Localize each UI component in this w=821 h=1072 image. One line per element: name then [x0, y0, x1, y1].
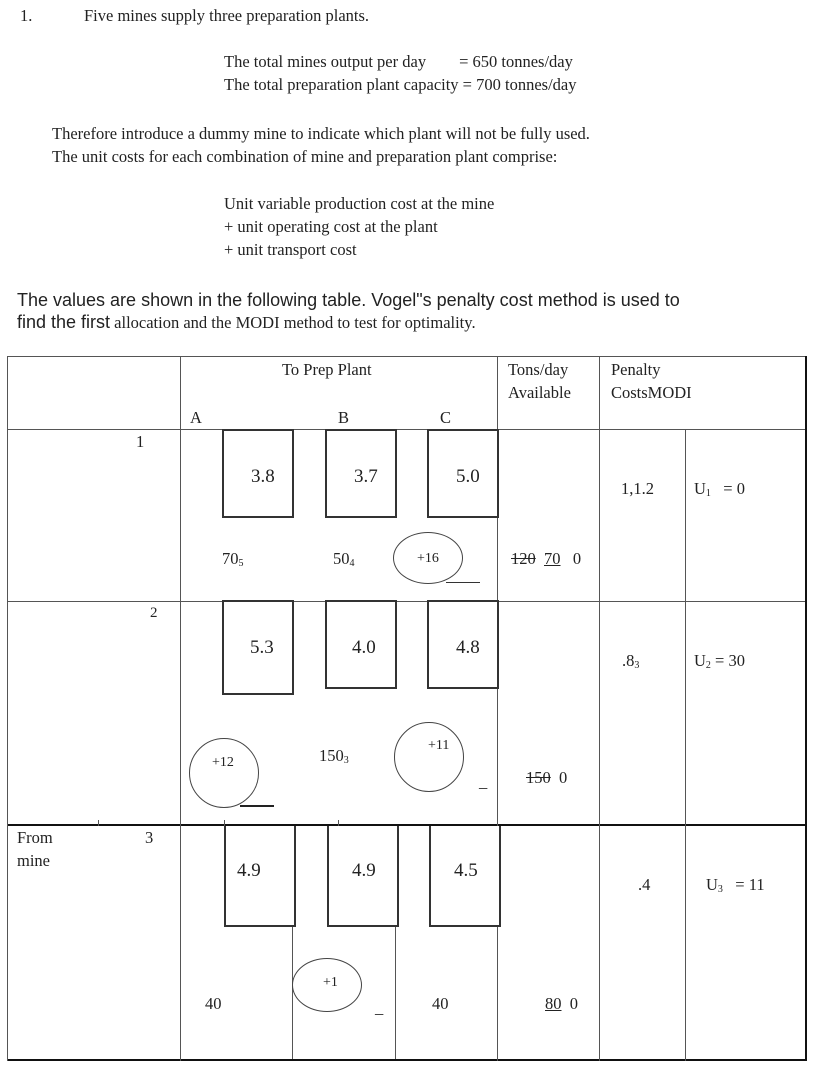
modi-u3-value: = 11 [735, 875, 765, 894]
cost-value-2a: 5.3 [250, 637, 274, 658]
modi-u2-letter: U [694, 651, 706, 670]
evaluation-2c: +11 [428, 738, 450, 753]
dummy-mine-line: Therefore introduce a dummy mine to indicate which plant will not be fully used. [52, 124, 590, 143]
modi-u2-sub: 2 [705, 660, 711, 671]
modi-u2-value: = 30 [715, 651, 745, 670]
header-costs-modi: CostsMODI [611, 383, 692, 402]
tons-1-underlined: 70 [544, 549, 561, 568]
tons-3-end: 0 [569, 994, 578, 1013]
cost-value-3b: 4.9 [352, 860, 376, 881]
penalty-row-1: 1,1.2 [621, 479, 654, 498]
cost-value-1a: 3.8 [251, 466, 275, 487]
cost-value-2b: 4.0 [352, 637, 376, 658]
mine-1-label: 1 [136, 432, 145, 451]
tons-3-underlined: 80 [545, 994, 562, 1013]
dash-2c: _ [479, 772, 488, 791]
modi-u3-letter: U [706, 875, 718, 894]
allocation-1a-value: 70 [222, 549, 239, 568]
modi-u1-letter: U [694, 479, 706, 498]
cost-item-1: Unit variable production cost at the mine [224, 194, 495, 213]
values-bold-fragment: find the first [17, 312, 111, 332]
evaluation-circle-2a [189, 738, 259, 808]
capacity-line: The total preparation plant capacity = 700 tonnes/day [224, 75, 577, 94]
values-bold-line: The values are shown in the following table. Vogel"s penalty cost method is used to [17, 290, 680, 310]
from-label: From [17, 828, 53, 847]
allocation-3c: 40 [432, 994, 449, 1013]
tons-1-end: 0 [572, 549, 582, 568]
cost-item-3: + unit transport cost [224, 240, 357, 259]
tons-2-struck: 150 [526, 768, 551, 787]
allocation-1a [222, 549, 244, 569]
evaluation-circle-2c [394, 722, 464, 792]
header-tons-day: Tons/day [508, 360, 569, 379]
penalty-2-sub: 3 [634, 660, 640, 671]
penalty-row-2 [622, 651, 639, 671]
intro-line-1: Five mines supply three preparation plants. [84, 6, 370, 25]
problem-number: 1. [20, 6, 33, 25]
column-c-label: C [440, 408, 452, 427]
allocation-2b [319, 746, 349, 766]
dash-3b: _ [375, 998, 384, 1017]
modi-u1-value: = 0 [723, 479, 745, 498]
output-line: The total mines output per day = 650 tonnes/day [224, 52, 573, 71]
modi-u2 [694, 651, 745, 671]
allocation-2b-sub: 3 [343, 755, 349, 766]
allocation-1a-sub: 5 [238, 558, 244, 569]
values-line-2 [17, 312, 476, 333]
modi-u3-sub: 3 [717, 884, 723, 895]
penalty-row-3: .4 [638, 875, 651, 894]
mine-label: mine [17, 851, 50, 870]
modi-u1-sub: 1 [705, 488, 711, 499]
cost-value-3c: 4.5 [454, 860, 478, 881]
cost-item-2: + unit operating cost at the plant [224, 217, 438, 236]
header-penalty: Penalty [611, 360, 661, 379]
cost-value-1b: 3.7 [354, 466, 378, 487]
allocation-2b-value: 150 [319, 746, 344, 765]
mine-2-label: 2 [150, 605, 158, 621]
header-available: Available [508, 383, 571, 402]
allocation-3a: 40 [205, 994, 222, 1013]
allocation-1b-sub: 4 [349, 558, 355, 569]
penalty-2-value: .8 [622, 651, 635, 670]
evaluation-3b: +1 [323, 975, 338, 990]
cost-value-1c: 5.0 [456, 466, 480, 487]
column-a-label: A [190, 408, 202, 427]
header-to-prep-plant: To Prep Plant [282, 360, 372, 379]
column-b-label: B [338, 408, 350, 427]
tons-1-struck: 120 [511, 549, 536, 568]
tons-row-2 [526, 768, 567, 788]
allocation-1b-value: 50 [333, 549, 350, 568]
evaluation-1c: +16 [417, 551, 439, 566]
modi-u3 [706, 875, 765, 895]
modi-u1 [694, 479, 745, 499]
mine-3-label: 3 [145, 828, 154, 847]
tons-row-1 [511, 549, 581, 569]
allocation-1b [333, 549, 355, 569]
values-rest-fragment: allocation and the MODI method to test for optimality. [110, 313, 476, 332]
evaluation-2a: +12 [212, 755, 234, 770]
cost-value-2c: 4.8 [456, 637, 480, 658]
tons-row-3 [545, 994, 578, 1014]
unit-costs-line: The unit costs for each combination of mine and preparation plant comprise: [52, 147, 558, 166]
tons-2-end: 0 [559, 768, 568, 787]
cost-value-3a: 4.9 [237, 860, 261, 881]
